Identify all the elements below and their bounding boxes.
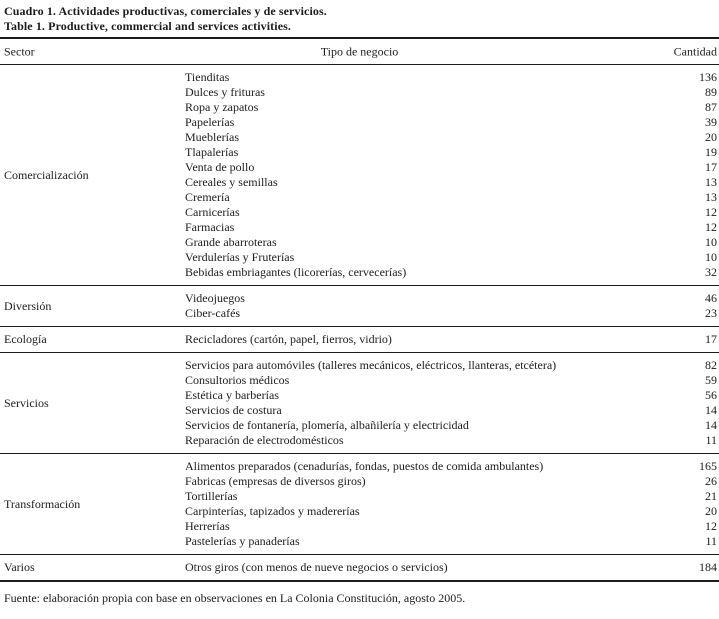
- table-row: [185, 70, 719, 85]
- table-row: [185, 534, 719, 549]
- column-header-sector: Sector: [4, 44, 35, 58]
- table-row: [185, 85, 719, 100]
- table-row: [185, 474, 719, 489]
- quantity-value: 11: [705, 433, 717, 447]
- section-servicios: [0, 353, 719, 454]
- table-row: [185, 175, 719, 190]
- quantity-value: 20: [705, 504, 717, 518]
- quantity-value: 12: [705, 220, 717, 234]
- quantity-value: 10: [705, 235, 717, 249]
- table-row: [185, 235, 719, 250]
- section-diversion: [0, 286, 719, 327]
- section-ecologia: [0, 327, 719, 353]
- table-row: [185, 358, 719, 373]
- business-type-label: Pastelerías y panaderías: [185, 534, 300, 548]
- table-row: [185, 130, 719, 145]
- quantity-value: 26: [705, 474, 717, 488]
- business-type-label: Farmacias: [185, 220, 235, 234]
- data-table: [0, 37, 719, 582]
- business-type-label: Grande abarroteras: [185, 235, 277, 249]
- business-type-label: Reparación de electrodomésticos: [185, 433, 344, 447]
- business-type-label: Tortillerías: [185, 489, 238, 503]
- quantity-value: 23: [705, 306, 717, 320]
- table-row: [185, 560, 719, 575]
- table-row: [185, 115, 719, 130]
- quantity-value: 10: [705, 250, 717, 264]
- quantity-value: 89: [705, 85, 717, 99]
- table-header-row: [0, 39, 719, 65]
- sector-label: Transformación: [4, 496, 81, 511]
- quantity-value: 184: [699, 560, 717, 574]
- sector-label: Ecología: [4, 332, 47, 346]
- table-row: [185, 433, 719, 448]
- business-type-label: Tienditas: [185, 70, 230, 84]
- quantity-value: 165: [699, 459, 717, 473]
- quantity-value: 14: [705, 403, 717, 417]
- business-type-label: Bebidas embriagantes (licorerías, cervecerías): [185, 265, 407, 279]
- table-source-note: Fuente: elaboración propia con base en observaciones en La Colonia Constitución, agosto 2005.: [4, 591, 466, 605]
- business-type-label: Servicios de costura: [185, 403, 282, 417]
- quantity-value: 19: [705, 145, 717, 159]
- business-type-label: Ciber-cafés: [185, 306, 241, 320]
- quantity-value: 13: [705, 190, 717, 204]
- sector-label: Servicios: [4, 395, 49, 410]
- sector-label: Varios: [4, 560, 35, 574]
- business-type-label: Cremería: [185, 190, 230, 204]
- quantity-value: 59: [705, 373, 717, 387]
- quantity-value: 136: [699, 70, 717, 84]
- quantity-value: 32: [705, 265, 717, 279]
- table-row: [185, 418, 719, 433]
- quantity-value: 12: [705, 519, 717, 533]
- business-type-label: Recicladores (cartón, papel, fierros, vidrio): [185, 332, 392, 346]
- quantity-value: 39: [705, 115, 717, 129]
- business-type-label: Tlapalerías: [185, 145, 239, 159]
- quantity-value: 21: [705, 489, 717, 503]
- business-type-label: Herrerías: [185, 519, 230, 533]
- quantity-value: 17: [705, 332, 717, 346]
- table-row: [185, 332, 719, 347]
- business-type-label: Mueblerías: [185, 130, 239, 144]
- section-comercializacion: [0, 65, 719, 286]
- quantity-value: 12: [705, 205, 717, 219]
- table-row: [185, 388, 719, 403]
- table-row: [185, 489, 719, 504]
- sector-label: Comercialización: [4, 167, 89, 182]
- business-type-label: Carnicerías: [185, 205, 240, 219]
- table-row: [185, 100, 719, 115]
- table-row: [185, 306, 719, 321]
- table-row: [185, 190, 719, 205]
- business-type-label: Videojuegos: [185, 291, 245, 305]
- quantity-value: 14: [705, 418, 717, 432]
- business-type-label: Alimentos preparados (cenadurías, fondas, puestos de comida ambulantes): [185, 459, 544, 473]
- business-type-label: Otros giros (con menos de nueve negocios o servicios): [185, 560, 448, 574]
- business-type-label: Fabricas (empresas de diversos giros): [185, 474, 366, 488]
- business-type-label: Estética y barberías: [185, 388, 279, 402]
- business-type-label: Cereales y semillas: [185, 175, 278, 189]
- table-row: [185, 205, 719, 220]
- caption-spanish: Cuadro 1. Actividades productivas, comerciales y de servicios.: [4, 4, 327, 18]
- business-type-label: Verdulerías y Fruterías: [185, 250, 295, 264]
- quantity-value: 56: [705, 388, 717, 402]
- table-row: [185, 459, 719, 474]
- business-type-label: Consultorios médicos: [185, 373, 290, 387]
- table-row: [185, 403, 719, 418]
- column-header-quantity: Cantidad: [673, 44, 717, 58]
- table-row: [185, 160, 719, 175]
- business-type-label: Papelerías: [185, 115, 235, 129]
- business-type-label: Ropa y zapatos: [185, 100, 259, 114]
- business-type-label: Servicios para automóviles (talleres mecánicos, eléctricos, llanteras, etcétera): [185, 358, 557, 372]
- section-varios: [0, 555, 719, 580]
- table-caption: [0, 4, 719, 34]
- table-row: [185, 250, 719, 265]
- table-row: [185, 504, 719, 519]
- quantity-value: 11: [705, 534, 717, 548]
- business-type-label: Servicios de fontanería, plomería, albañilería y electricidad: [185, 418, 469, 432]
- caption-english: Table 1. Productive, commercial and services activities.: [4, 19, 291, 33]
- table-row: [185, 220, 719, 235]
- quantity-value: 82: [705, 358, 717, 372]
- business-type-label: Dulces y frituras: [185, 85, 265, 99]
- quantity-value: 46: [705, 291, 717, 305]
- table-row: [185, 519, 719, 534]
- table-row: [185, 145, 719, 160]
- table-row: [185, 291, 719, 306]
- table-row: [185, 373, 719, 388]
- quantity-value: 87: [705, 100, 717, 114]
- business-type-label: Venta de pollo: [185, 160, 255, 174]
- section-transformacion: [0, 454, 719, 555]
- quantity-value: 20: [705, 130, 717, 144]
- sector-label: Diversión: [4, 298, 52, 313]
- column-header-business-type: Tipo de negocio: [320, 44, 399, 58]
- quantity-value: 13: [705, 175, 717, 189]
- table-row: [185, 265, 719, 280]
- business-type-label: Carpinterías, tapizados y madererías: [185, 504, 360, 518]
- quantity-value: 17: [705, 160, 717, 174]
